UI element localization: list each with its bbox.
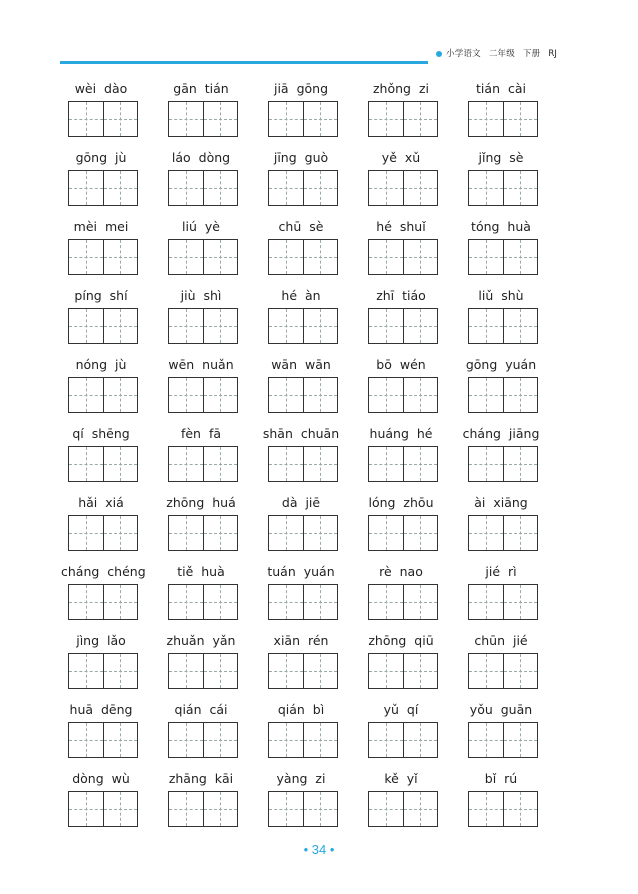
character-square[interactable] [203,654,238,688]
word-item [361,78,461,147]
character-square[interactable] [269,240,303,274]
tian-zi-box[interactable] [68,653,138,689]
pinyin-label: kě yǐ [384,771,418,786]
character-square[interactable] [503,102,538,136]
tian-zi-box[interactable] [68,446,138,482]
character-square[interactable] [469,516,503,550]
character-square[interactable] [103,102,138,136]
word-item [361,630,461,699]
tian-zi-box[interactable] [368,653,438,689]
character-square[interactable] [503,447,538,481]
tian-zi-box[interactable] [268,170,338,206]
character-square[interactable] [303,723,338,757]
character-square[interactable] [269,171,303,205]
header-book: 小学语文 [446,49,481,59]
character-square[interactable] [503,378,538,412]
word-item [61,561,161,630]
character-square[interactable] [403,102,438,136]
pinyin-label: chū sè [278,219,324,234]
pinyin-label: chūn jié [474,633,528,648]
word-item [461,423,561,492]
pinyin-label: qí shēng [72,426,130,441]
pinyin-label: yǒu guān [469,702,533,717]
character-square[interactable] [369,723,403,757]
pinyin-label: dòng wù [72,771,130,786]
character-square[interactable] [69,723,103,757]
character-square[interactable] [303,240,338,274]
tian-zi-box[interactable] [468,170,538,206]
character-square[interactable] [503,723,538,757]
pinyin-label: hé shuǐ [376,219,426,234]
pinyin-label: liǔ shù [478,288,524,303]
character-square[interactable] [303,792,338,826]
character-square[interactable] [503,654,538,688]
word-item [261,561,361,630]
pinyin-label: tuán yuán [267,564,335,579]
word-item [61,78,161,147]
character-square[interactable] [269,792,303,826]
pinyin-label: zhōng huá [166,495,236,510]
character-square[interactable] [103,585,138,619]
character-square[interactable] [103,309,138,343]
pinyin-label: dà jiē [281,495,321,510]
pinyin-label: jiù shì [180,288,222,303]
tian-zi-box[interactable] [368,308,438,344]
character-square[interactable] [403,585,438,619]
pinyin-label: jiā gōng [273,81,329,96]
pinyin-label: zhāng kāi [168,771,234,786]
character-square[interactable] [503,585,538,619]
tian-zi-box[interactable] [68,239,138,275]
tian-zi-box[interactable] [268,101,338,137]
word-item [161,768,261,837]
tian-zi-box[interactable] [368,377,438,413]
tian-zi-box[interactable] [268,791,338,827]
character-square[interactable] [303,309,338,343]
tian-zi-box[interactable] [68,308,138,344]
character-square[interactable] [403,309,438,343]
word-item [461,699,561,768]
header-grade: 二年级 [488,49,515,59]
tian-zi-box[interactable] [368,584,438,620]
character-square[interactable] [269,585,303,619]
word-item [461,78,561,147]
character-square[interactable] [303,654,338,688]
character-square[interactable] [469,447,503,481]
character-square[interactable] [103,240,138,274]
character-square[interactable] [69,654,103,688]
pinyin-label: yě xǔ [381,150,421,165]
character-square[interactable] [203,102,238,136]
character-square[interactable] [503,309,538,343]
tian-zi-box[interactable] [468,308,538,344]
character-square[interactable] [403,792,438,826]
character-square[interactable] [403,516,438,550]
pinyin-label: jǐng sè [478,150,524,165]
character-square[interactable] [103,378,138,412]
character-square[interactable] [369,378,403,412]
tian-zi-box[interactable] [68,170,138,206]
word-item [361,216,461,285]
word-item [61,768,161,837]
character-square[interactable] [169,171,203,205]
word-item [161,423,261,492]
tian-zi-box[interactable] [168,722,238,758]
word-item [361,561,461,630]
character-square[interactable] [303,378,338,412]
word-item [61,423,161,492]
character-square[interactable] [203,447,238,481]
word-item [361,423,461,492]
tian-zi-box[interactable] [468,515,538,551]
character-square[interactable] [269,723,303,757]
word-item [461,492,561,561]
word-item [461,768,561,837]
tian-zi-box[interactable] [468,101,538,137]
character-square[interactable] [103,654,138,688]
character-square[interactable] [303,585,338,619]
character-square[interactable] [69,792,103,826]
tian-zi-box[interactable] [168,446,238,482]
tian-zi-box[interactable] [168,239,238,275]
character-square[interactable] [469,585,503,619]
pinyin-label: gōng jù [75,150,127,165]
word-item [261,699,361,768]
character-square[interactable] [303,447,338,481]
word-item [161,285,261,354]
tian-zi-box[interactable] [368,239,438,275]
page-number: • 34 • [303,842,335,857]
word-item [461,630,561,699]
character-square[interactable] [369,309,403,343]
word-item [361,285,461,354]
tian-zi-box[interactable] [168,653,238,689]
tian-zi-box[interactable] [68,722,138,758]
character-square[interactable] [169,516,203,550]
character-square[interactable] [503,516,538,550]
tian-zi-box[interactable] [68,515,138,551]
character-square[interactable] [169,654,203,688]
character-square[interactable] [203,309,238,343]
character-square[interactable] [69,585,103,619]
tian-zi-box[interactable] [268,446,338,482]
pinyin-label: gōng yuán [465,357,537,372]
pinyin-label: wān wān [271,357,331,372]
character-square[interactable] [503,171,538,205]
tian-zi-box[interactable] [368,791,438,827]
tian-zi-box[interactable] [368,170,438,206]
character-square[interactable] [69,102,103,136]
word-item [261,285,361,354]
pinyin-label: huā dēng [69,702,133,717]
word-item [461,285,561,354]
pinyin-label: gān tián [173,81,229,96]
character-square[interactable] [69,240,103,274]
character-square[interactable] [469,654,503,688]
word-item [461,561,561,630]
tian-zi-box[interactable] [368,446,438,482]
character-square[interactable] [369,654,403,688]
pinyin-label: tiě huà [177,564,225,579]
character-square[interactable] [103,171,138,205]
pinyin-label: xiān rén [273,633,329,648]
character-square[interactable] [203,171,238,205]
character-square[interactable] [169,792,203,826]
character-square[interactable] [369,240,403,274]
tian-zi-box[interactable] [268,653,338,689]
tian-zi-box[interactable] [368,722,438,758]
pinyin-label: cháng chéng [61,564,146,579]
character-square[interactable] [269,447,303,481]
character-square[interactable] [103,447,138,481]
character-square[interactable] [469,102,503,136]
word-item [461,147,561,216]
character-square[interactable] [403,171,438,205]
pinyin-label: rè nao [379,564,423,579]
word-item [261,216,361,285]
word-item [361,768,461,837]
character-square[interactable] [469,792,503,826]
pinyin-label: hé àn [281,288,321,303]
character-square[interactable] [269,309,303,343]
tian-zi-box[interactable] [168,101,238,137]
word-item [361,699,461,768]
character-square[interactable] [369,447,403,481]
character-square[interactable] [469,378,503,412]
word-item [61,630,161,699]
pinyin-label: lóng zhōu [368,495,434,510]
character-square[interactable] [169,447,203,481]
tian-zi-box[interactable] [168,791,238,827]
tian-zi-box[interactable] [468,239,538,275]
word-item [161,354,261,423]
character-square[interactable] [69,378,103,412]
tian-zi-box[interactable] [168,170,238,206]
character-square[interactable] [203,723,238,757]
word-item [261,492,361,561]
pinyin-label: bǐ rú [484,771,518,786]
header-title [446,47,557,59]
pinyin-label: jīng guò [273,150,329,165]
tian-zi-box[interactable] [68,791,138,827]
tian-zi-box[interactable] [468,722,538,758]
pinyin-label: píng shí [74,288,128,303]
word-item [261,768,361,837]
character-square[interactable] [369,171,403,205]
tian-zi-box[interactable] [468,653,538,689]
character-square[interactable] [69,447,103,481]
tian-zi-box[interactable] [268,239,338,275]
character-square[interactable] [203,240,238,274]
tian-zi-box[interactable] [168,308,238,344]
character-square[interactable] [303,171,338,205]
tian-zi-box[interactable] [168,377,238,413]
character-square[interactable] [503,792,538,826]
pinyin-label: nóng jù [75,357,127,372]
character-square[interactable] [269,654,303,688]
pinyin-label: huáng hé [369,426,433,441]
pinyin-label: mèi mei [73,219,129,234]
tian-zi-box[interactable] [268,515,338,551]
tian-zi-box[interactable] [68,101,138,137]
word-item [261,630,361,699]
character-square[interactable] [169,378,203,412]
word-item [161,78,261,147]
word-item [161,561,261,630]
character-square[interactable] [203,585,238,619]
character-square[interactable] [103,792,138,826]
word-item [161,699,261,768]
bullet-dot-icon [436,51,442,57]
pinyin-label: fèn fā [180,426,222,441]
tian-zi-box[interactable] [268,377,338,413]
tian-zi-box[interactable] [68,377,138,413]
character-square[interactable] [69,309,103,343]
tian-zi-box[interactable] [368,515,438,551]
tian-zi-box[interactable] [468,446,538,482]
pinyin-label: qián cái [174,702,228,717]
pinyin-label: ài xiāng [474,495,528,510]
word-item [361,492,461,561]
character-square[interactable] [103,516,138,550]
writing-grid [61,78,561,837]
tian-zi-box[interactable] [268,722,338,758]
character-square[interactable] [469,723,503,757]
word-item [61,285,161,354]
character-square[interactable] [403,654,438,688]
character-square[interactable] [169,585,203,619]
tian-zi-box[interactable] [368,101,438,137]
character-square[interactable] [169,723,203,757]
word-item [61,354,161,423]
tian-zi-box[interactable] [168,584,238,620]
tian-zi-box[interactable] [268,584,338,620]
pinyin-label: zhī tiáo [376,288,426,303]
character-square[interactable] [169,102,203,136]
header-volume: 下册 [522,49,541,59]
word-item [161,492,261,561]
character-square[interactable] [503,240,538,274]
tian-zi-box[interactable] [268,308,338,344]
word-item [161,216,261,285]
tian-zi-box[interactable] [468,377,538,413]
character-square[interactable] [369,792,403,826]
word-item [161,147,261,216]
pinyin-label: yàng zi [276,771,326,786]
character-square[interactable] [369,516,403,550]
pinyin-label: zhōng qiū [368,633,434,648]
pinyin-label: bō wén [376,357,426,372]
word-item [161,630,261,699]
pinyin-label: liú yè [182,219,220,234]
character-square[interactable] [103,723,138,757]
header-edition: RJ [548,49,558,59]
word-item [361,354,461,423]
character-square[interactable] [269,516,303,550]
character-square[interactable] [269,102,303,136]
pinyin-label: cháng jiāng [462,426,540,441]
character-square[interactable] [403,723,438,757]
character-square[interactable] [403,240,438,274]
tian-zi-box[interactable] [468,791,538,827]
tian-zi-box[interactable] [68,584,138,620]
pinyin-label: láo dòng [171,150,231,165]
character-square[interactable] [169,240,203,274]
word-item [61,147,161,216]
character-square[interactable] [369,585,403,619]
character-square[interactable] [469,309,503,343]
character-square[interactable] [203,378,238,412]
character-square[interactable] [169,309,203,343]
pinyin-label: tián cài [476,81,526,96]
pinyin-label: qián bì [277,702,325,717]
word-item [61,699,161,768]
word-item [461,354,561,423]
word-item [261,78,361,147]
word-item [261,354,361,423]
word-item [61,216,161,285]
pinyin-label: zhǒng zi [373,81,429,96]
pinyin-label: jìng lǎo [76,633,126,648]
word-item [361,147,461,216]
page-header [0,0,638,70]
character-square[interactable] [69,171,103,205]
word-item [461,216,561,285]
pinyin-label: tóng huà [471,219,531,234]
character-square[interactable] [369,102,403,136]
character-square[interactable] [203,792,238,826]
word-item [261,423,361,492]
character-square[interactable] [303,516,338,550]
character-square[interactable] [203,516,238,550]
character-square[interactable] [403,447,438,481]
pinyin-label: shān chuān [262,426,340,441]
pinyin-label: wēn nuǎn [168,357,234,372]
character-square[interactable] [403,378,438,412]
word-item [61,492,161,561]
tian-zi-box[interactable] [468,584,538,620]
character-square[interactable] [69,516,103,550]
tian-zi-box[interactable] [168,515,238,551]
character-square[interactable] [469,171,503,205]
pinyin-label: hǎi xiá [78,495,124,510]
pinyin-label: zhuǎn yǎn [166,633,236,648]
pinyin-label: yǔ qí [383,702,419,717]
character-square[interactable] [469,240,503,274]
pinyin-label: wèi dào [74,81,128,96]
character-square[interactable] [303,102,338,136]
pinyin-label: jié rì [485,564,517,579]
word-item [261,147,361,216]
character-square[interactable] [269,378,303,412]
